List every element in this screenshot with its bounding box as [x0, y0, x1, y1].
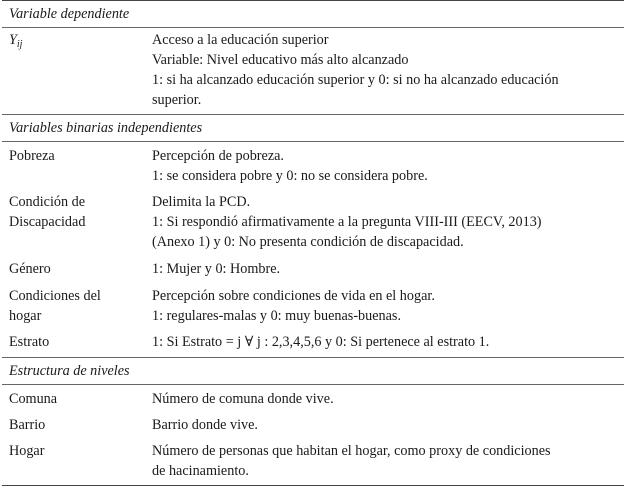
description-line: (Anexo 1) y 0: No presenta condición de discapacidad.: [152, 234, 464, 250]
variable-description: [152, 415, 624, 435]
variable-description: [152, 441, 624, 481]
variable-name: Hogar: [9, 443, 45, 459]
variable-name: Estrato: [9, 334, 50, 350]
variable-name-line: hogar: [9, 308, 42, 324]
symbol-base: Y: [9, 32, 17, 48]
variable-description: [152, 286, 624, 326]
variable-name: [2, 192, 152, 252]
variable-description: [152, 389, 624, 409]
variable-description: [152, 146, 624, 186]
variable-name: Género: [9, 261, 51, 277]
table-row-comuna: [2, 385, 624, 412]
variable-name: Pobreza: [9, 148, 55, 164]
variable-name: Barrio: [9, 417, 46, 433]
table-row-pobreza: [2, 142, 624, 189]
description-line: 1: se considera pobre y 0: no se considera pobre.: [152, 168, 428, 184]
variable-symbol-y: [2, 30, 152, 110]
description-line: Percepción de pobreza.: [152, 148, 284, 164]
table-row-genero: [2, 255, 624, 283]
description-line: Variable: Nivel educativo más alto alcanzado: [152, 52, 409, 68]
description-line: Barrio donde vive.: [152, 417, 258, 433]
description-line: 1: si ha alcanzado educación superior y 0: si no ha alcanzado educación: [152, 72, 559, 88]
description-line: Número de personas que habitan el hogar, como proxy de condiciones: [152, 443, 551, 459]
variable-name-line: Discapacidad: [9, 214, 86, 230]
table-row-condiciones-hogar: [2, 283, 624, 329]
section-header-niveles: Estructura de niveles: [2, 357, 624, 385]
variable-name: Comuna: [9, 391, 58, 407]
variable-name-line: Condición de: [9, 194, 86, 210]
description-line: de hacinamiento.: [152, 463, 249, 479]
description-line: Percepción sobre condiciones de vida en el hogar.: [152, 288, 435, 304]
description-line: 1: regulares-malas y 0: muy buenas-buenas.: [152, 308, 401, 324]
symbol-subscript: ij: [16, 39, 23, 50]
section-header-binarias: Variables binarias independientes: [2, 114, 624, 142]
description-line: 1: Si respondió afirmativamente a la pregunta VIII-III (EECV, 2013): [152, 214, 542, 230]
table-row-barrio: [2, 412, 624, 438]
description-line: Número de comuna donde vive.: [152, 391, 334, 407]
description-line: Delimita la PCD.: [152, 194, 251, 210]
table-row-estrato: [2, 329, 624, 357]
variable-name-line: Condiciones del: [9, 288, 101, 304]
variable-name: [2, 286, 152, 326]
section-header-dependiente: Variable dependiente: [2, 1, 624, 28]
variable-description: [152, 332, 624, 352]
variable-description: [152, 30, 624, 110]
variable-description: [152, 259, 624, 279]
table-row-hogar: [2, 438, 624, 485]
description-line: superior.: [152, 92, 202, 108]
variables-table: [2, 0, 624, 486]
variable-description: [152, 192, 624, 252]
description-line: 1: Mujer y 0: Hombre.: [152, 261, 281, 277]
description-line: Acceso a la educación superior: [152, 32, 329, 48]
table-row-discapacidad: [2, 189, 624, 255]
table-row-y: [2, 28, 624, 114]
description-line: 1: Si Estrato = j ∀ j : 2,3,4,5,6 y 0: Si pertenece al estrato 1.: [152, 334, 490, 350]
